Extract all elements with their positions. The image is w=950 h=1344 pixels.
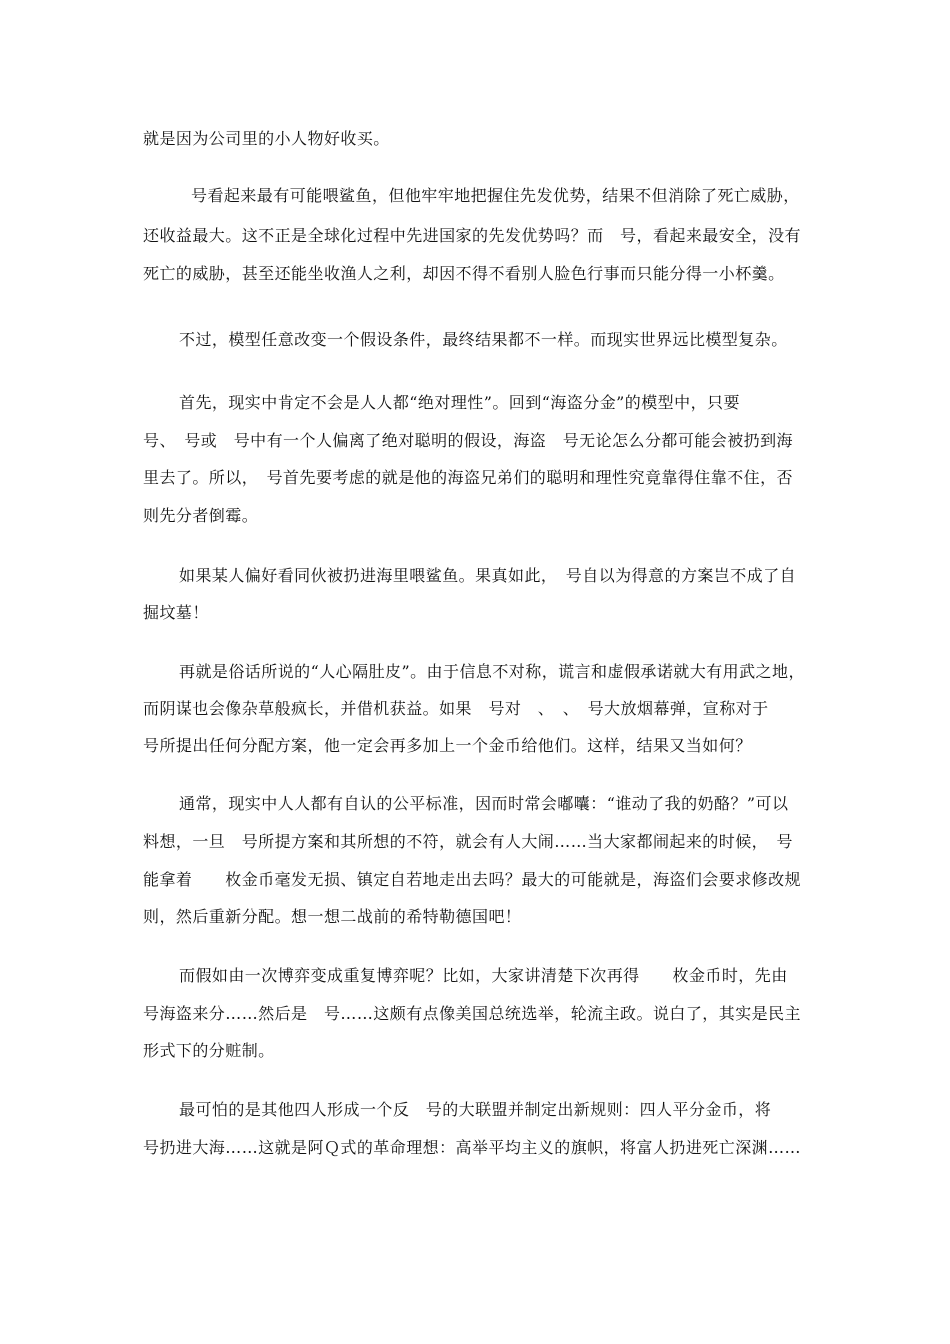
- text-line: 就是因为公司里的小人物好收买。: [143, 129, 390, 148]
- text-line: 如果某人偏好看同伙被扔进海里喂鲨鱼。果真如此， 号自以为得意的方案岂不成了自: [179, 566, 797, 585]
- text-line: 形式下的分赃制。: [143, 1041, 275, 1060]
- text-line: 还收益最大。这不正是全球化过程中先进国家的先发优势吗？而 号，看起来最安全，没有: [143, 226, 802, 245]
- text-line: 能拿着 枚金币毫发无损、镇定自若地走出去吗？最大的可能就是，海盗们会要求修改规: [143, 870, 802, 889]
- text-line: 死亡的威胁，甚至还能坐收渔人之利，却因不得不看别人脸色行事而只能分得一小杯羹。: [143, 264, 785, 283]
- text-line: 不过，模型任意改变一个假设条件，最终结果都不一样。而现实世界远比模型复杂。: [179, 330, 788, 349]
- text-line: 号扔进大海……这就是阿Ｑ式的革命理想：高举平均主义的旗帜，将富人扔进死亡深渊……: [143, 1138, 802, 1157]
- text-line: 号海盗来分……然后是 号……这颇有点像美国总统选举，轮流主政。说白了，其实是民主: [143, 1004, 802, 1023]
- text-line: 首先，现实中肯定不会是人人都“绝对理性”。回到“海盗分金”的模型中，只要: [179, 393, 740, 412]
- text-line: 号看起来最有可能喂鲨鱼，但他牢牢地把握住先发优势，结果不但消除了死亡威胁，: [191, 186, 800, 205]
- text-line: 里去了。所以， 号首先要考虑的就是他的海盗兄弟们的聪明和理性究竟靠得住靠不住，否: [143, 468, 794, 487]
- text-line: 掘坟墓！: [143, 603, 209, 622]
- text-line: 最可怕的是其他四人形成一个反 号的大联盟并制定出新规则：四人平分金币，将: [179, 1100, 772, 1119]
- text-line: 料想，一旦 号所提方案和其所想的不符，就会有人大闹……当大家都闹起来的时候， 号: [143, 832, 794, 851]
- text-line: 号所提出任何分配方案，他一定会再多加上一个金币给他们。这样，结果又当如何？: [143, 736, 752, 755]
- text-line: 通常，现实中人人都有自认的公平标准，因而时常会嘟囔：“谁动了我的奶酪？”可以: [179, 794, 789, 813]
- text-line: 而阴谋也会像杂草般疯长，并借机获益。如果 号对 、 、 号大放烟幕弹，宣称对于: [143, 699, 769, 718]
- text-line: 再就是俗话所说的“人心隔肚皮”。由于信息不对称，谎言和虚假承诺就大有用武之地，: [179, 662, 805, 681]
- text-line: 则先分者倒霉。: [143, 506, 259, 525]
- text-line: 而假如由一次博弈变成重复博弈呢？比如，大家讲清楚下次再得 枚金币时，先由: [179, 966, 788, 985]
- text-line: 号、 号或 号中有一个人偏离了绝对聪明的假设，海盗 号无论怎么分都可能会被扔到海: [143, 431, 794, 450]
- text-line: 则，然后重新分配。想一想二战前的希特勒德国吧！: [143, 907, 522, 926]
